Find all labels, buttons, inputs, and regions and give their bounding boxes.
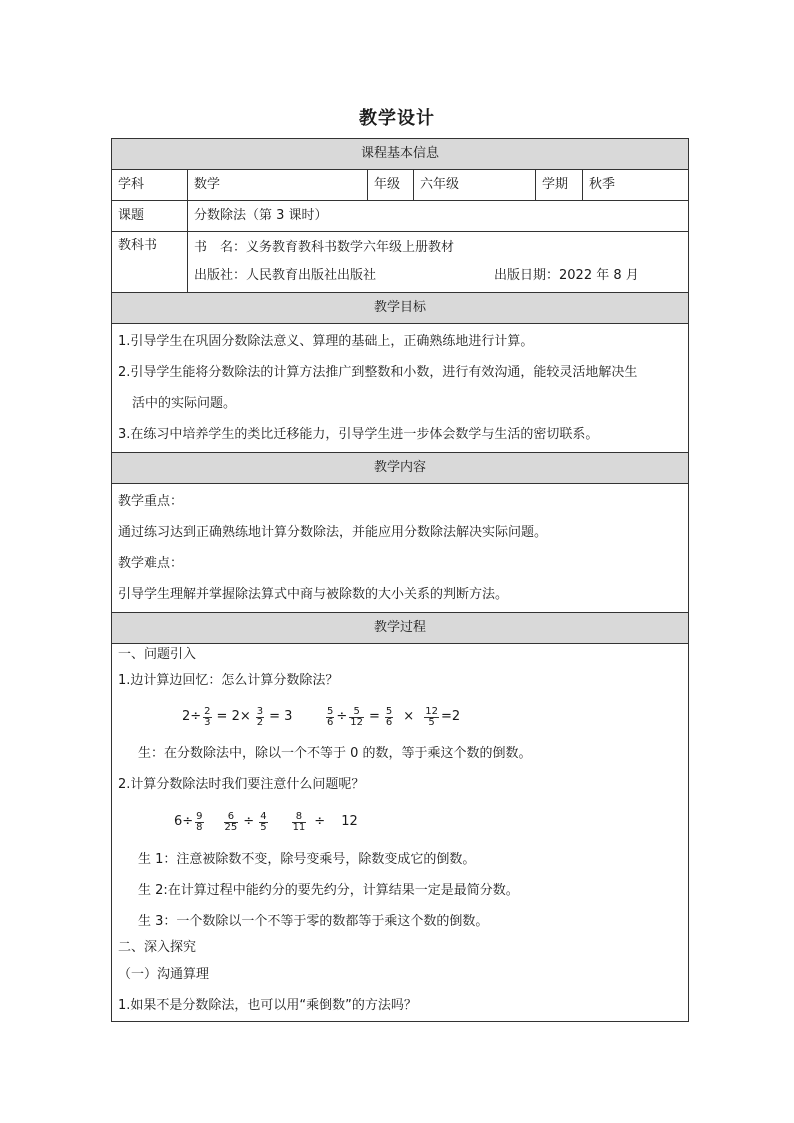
goals-body <box>112 324 689 453</box>
section-content: 教学内容 <box>112 453 689 484</box>
part1-heading: 一、问题引入 <box>118 647 197 662</box>
fraction: $\frac{8}{11}$ <box>292 810 306 833</box>
textbook-label: 教科书 <box>112 232 188 293</box>
answer-student-3: 生 3：一个数除以一个不等于零的数都等于乘这个数的倒数。 <box>138 914 489 929</box>
content-body <box>112 484 689 613</box>
formula-3: 6÷ $\frac{9}{8}$ $\frac{6}{25}$ ÷ $\frac{4}{5}$ $\frac{8}{11}$ ÷ 12 <box>174 810 358 833</box>
fraction: $\frac{6}{25}$ <box>224 810 238 833</box>
answer-1: 生：在分数除法中，除以一个不等于 0 的数，等于乘这个数的倒数。 <box>138 746 532 761</box>
key-point-label: 教学重点： <box>118 494 184 509</box>
publish-date: 出版日期：2022 年 8 月 <box>494 268 639 283</box>
goal-item: 3.在练习中培养学生的类比迁移能力，引导学生进一步体会数学与生活的密切联系。 <box>118 427 599 442</box>
topic-value: 分数除法（第 3 课时） <box>188 201 689 232</box>
process-body <box>112 644 689 1022</box>
question-2: 2.计算分数除法时我们要注意什么问题呢？ <box>118 777 365 792</box>
question-3: 1.如果不是分数除法，也可以用“乘倒数”的方法吗？ <box>118 998 417 1013</box>
subsection-heading: （一）沟通算理 <box>118 967 210 982</box>
question-1: 1.边计算边回忆：怎么计算分数除法？ <box>118 673 339 688</box>
fraction: $\frac{5}{6}$ <box>327 705 334 728</box>
topic-label: 课题 <box>112 201 188 232</box>
key-point-text: 通过练习达到正确熟练地计算分数除法，并能应用分数除法解决实际问题。 <box>118 525 548 540</box>
formula-2: $\frac{5}{6}$ ÷ $\frac{5}{12}$ = $\frac{5}{6}$ × $\frac{12}{5}$ =2 <box>327 705 461 728</box>
section-goals: 教学目标 <box>112 293 689 324</box>
fraction: $\frac{9}{8}$ <box>196 810 203 833</box>
subject-value: 数学 <box>188 170 368 201</box>
formula-row-1 <box>118 696 682 738</box>
term-label: 学期 <box>536 170 583 201</box>
fraction: $\frac{3}{2}$ <box>256 705 264 728</box>
lesson-plan-table <box>111 138 689 1022</box>
grade-label: 年级 <box>368 170 414 201</box>
difficulty-text: 引导学生理解并掌握除法算式中商与被除数的大小关系的判断方法。 <box>118 587 509 602</box>
answer-student-1: 生 1：注意被除数不变，除号变乘号，除数变成它的倒数。 <box>138 852 476 867</box>
fraction: $\frac{5}{6}$ <box>385 705 393 728</box>
textbook-info <box>188 232 689 293</box>
difficulty-label: 教学难点： <box>118 556 184 571</box>
publisher-row <box>194 262 682 290</box>
term-value: 秋季 <box>583 170 689 201</box>
document-title: 教学设计 <box>359 108 435 129</box>
fraction: $\frac{4}{5}$ <box>260 810 267 833</box>
answer-student-2: 生 2:在计算过程中能约分的要先约分，计算结果一定是最简分数。 <box>138 883 519 898</box>
subject-label: 学科 <box>112 170 188 201</box>
fraction: $\frac{5}{12}$ <box>350 705 364 728</box>
goal-item: 2.引导学生能将分数除法的计算方法推广到整数和小数，进行有效沟通，能较灵活地解决生 <box>118 365 638 380</box>
formula-1: 2÷ $\frac{2}{3}$ = 2× $\frac{3}{2}$ = 3 <box>182 705 293 728</box>
fraction: $\frac{12}{5}$ <box>425 705 438 728</box>
goal-item-continued: 活中的实际问题。 <box>132 396 237 411</box>
section-basic-info: 课程基本信息 <box>112 139 689 170</box>
grade-value: 六年级 <box>414 170 536 201</box>
goal-item: 1.引导学生在巩固分数除法意义、算理的基础上，正确熟练地进行计算。 <box>118 334 534 349</box>
book-name: 书 名：义务教育教科书数学六年级上册教材 <box>194 240 455 255</box>
section-process: 教学过程 <box>112 613 689 644</box>
publisher: 出版社：人民教育出版社出版社 <box>194 268 377 283</box>
formula-row-2 <box>118 800 682 844</box>
fraction: $\frac{2}{3}$ <box>204 705 211 728</box>
part2-heading: 二、深入探究 <box>118 940 197 955</box>
